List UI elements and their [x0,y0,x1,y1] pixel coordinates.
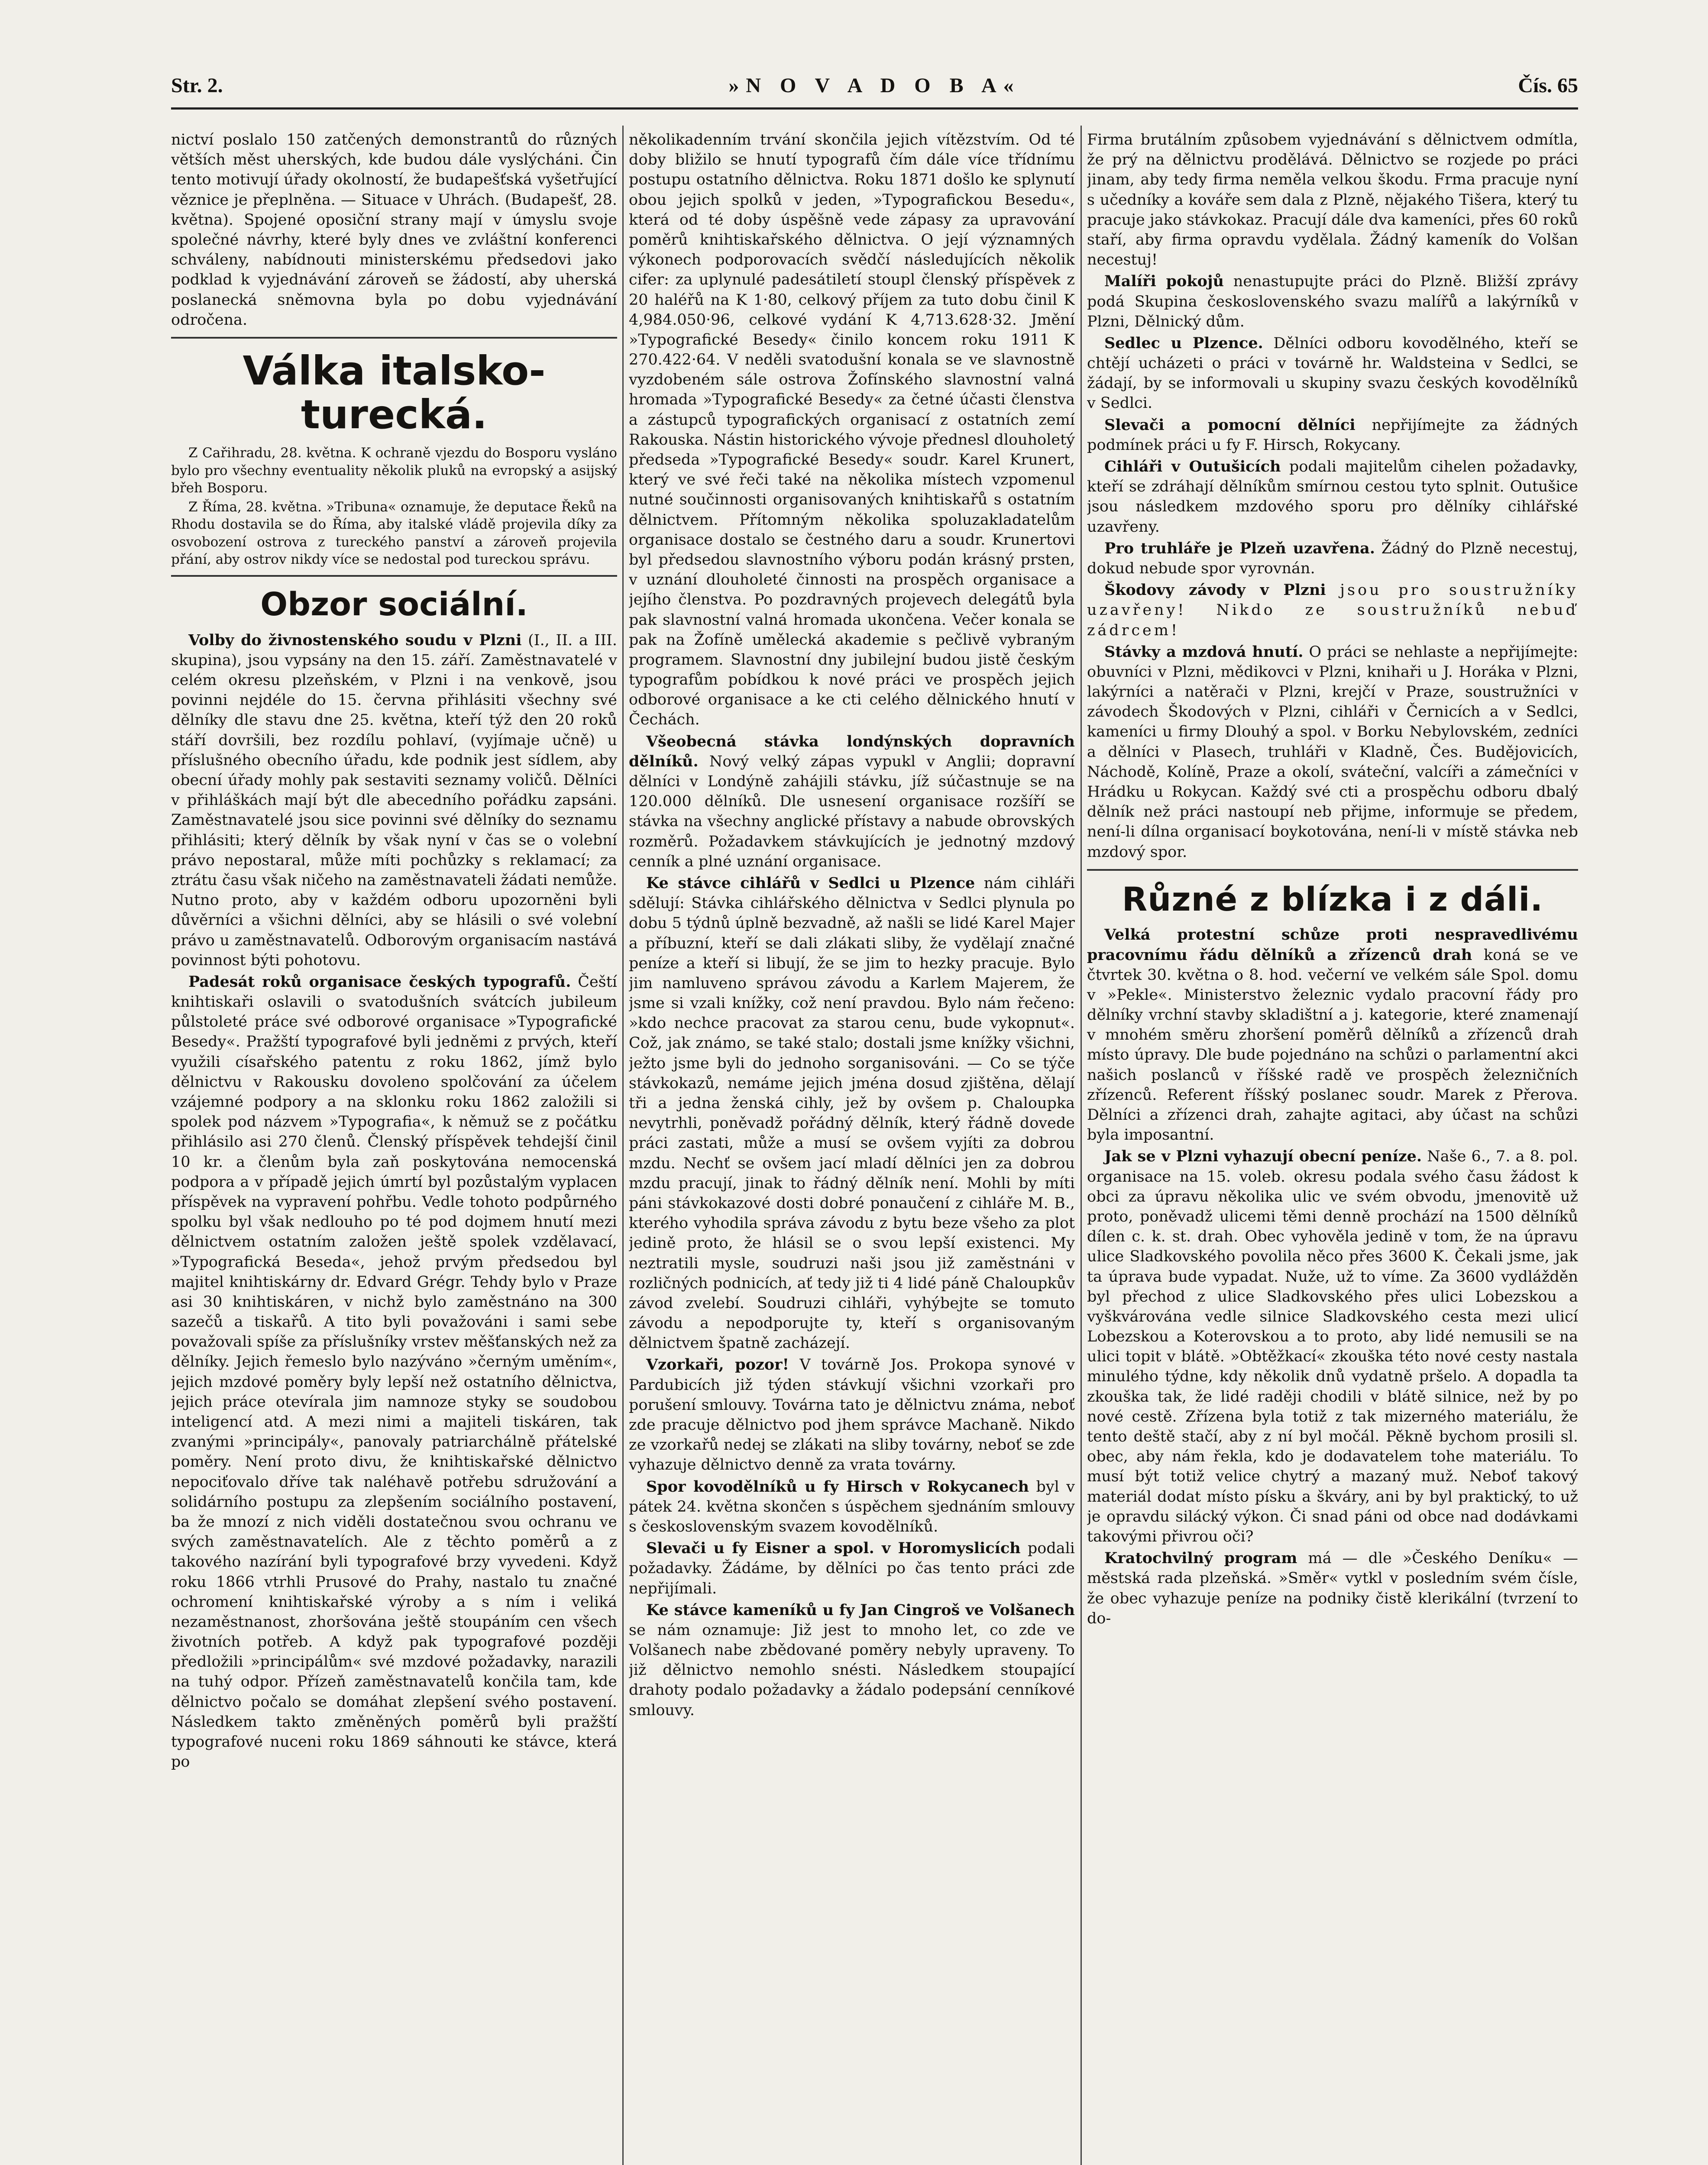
news-item: Z Cařihradu, 28. května. K ochraně vjezdu do Bosporu vysláno bylo pro všechny eventuality několik pluků na evropský a asijský břeh Bosporu. [171,445,617,496]
section-rule [1087,869,1578,871]
article-continuation: nictví poslalo 150 zatčených demonstrantů do různých větších měst uherských, kde budou dále vyslýcháni. Čin tento motivují úřady okolností, že budapešťská vyšetřující věznice je přeplněna. — Situace v Uhrách. (Budapešť, 28. května). Spojené oposiční strany mají v úmyslu svoje společné návrhy, které byly dnes ve zvláštní konferenci schváleny, nabídnouti ministerskému předsedovi jako podklad k vyjednávání zároveň se žádostí, aby uherská poslanecká sněmovna byla po dobu vyjednávání odročena. [171,131,617,329]
notice [1087,415,1578,455]
column-divider [1080,126,1082,2165]
section-rule [171,575,617,577]
notice-title: Sedlec u Plzence. [1104,334,1263,352]
article-body: koná se ve čtvrtek 30. května o 8. hod. večerní ve velkém sále Spol. domu v »Pekle«. Ministerstvo železnic vydalo pracovní řády pro dělníky vrchní stavby skladištní a j. kategorie, které znamenají v mnohém směru zhoršení poměrů dělníků a zřízenců drah místo úpravy. Dle bude pojednáno na schůzi o parlamentní akci našich poslanců v říšské radě ve prospěch železničních zřízenců. Referent říšský poslanec soudr. Marek z Přerova. Dělníci a zřízenci drah, zahajte agitaci, aby účast na schůzi byla imposantní. [1087,946,1578,1144]
article-title: Vzorkaři, pozor! [646,1356,789,1374]
article-title: Ke stávce cihlářů v Sedlci u Plzence [646,874,975,892]
page-header [171,65,1578,106]
article-body: podali požadavky. Žádáme, by dělníci po čas tento práci zde nepřijímali. [629,1540,1075,1597]
article [629,873,1075,1354]
article [1087,1548,1578,1629]
article-title: Kratochvilný program [1104,1549,1297,1567]
notice-title: Stávky a mzdová hnutí. [1104,643,1304,661]
article [171,972,617,1772]
notice [1087,642,1578,862]
notice-body: podali majitelům cihelen požadavky, kteří se zdráhají dělníkům smírnou cestou tyto splnit. Outušice jsou následkem mzdového sporu pro dělníky cihlářské uzavřeny. [1087,458,1578,536]
column-divider [622,126,624,2165]
article [629,1538,1075,1599]
article [629,1477,1075,1537]
article [1087,925,1578,1145]
header-rule [171,107,1578,110]
article-title: Všeobecná stávka londýnských dopravních dělníků. [629,732,1075,770]
section-heading-war: Válka italsko-turecká. [243,347,546,438]
notice-body: Žádný do Plzně necestuj, dokud nebude spor vyrovnán. [1087,540,1578,577]
notice-body: nepřijímejte za žádných podmínek práci u fy F. Hirsch, Rokycany. [1087,416,1578,454]
notice-body: Dělníci odboru kovodělného, kteří se chtějí ucházeti o práci v továrně hr. Waldsteina v Sedlci, se žádají, by se informovali u skupiny svazu českých kovodělníků v Sedlci. [1087,334,1578,412]
section-heading-social: Obzor sociální. [260,586,528,624]
section-rule [171,337,617,339]
article-title: Velká protestní schůze proti nespravedlivému pracovnímu řádu dělníků a zřízenců drah [1087,926,1578,964]
notice-title: Slevači a pomocní dělníci [1104,416,1355,434]
column-2 [629,130,1075,2165]
article-body: (I., II. a III. skupina), jsou vypsány na den 15. září. Zaměstnavatelé v celém okresu plzeňském, v Plzni i na venkově, jsou povinni nejdéle do 15. června přihlásiti všechny své dělníky dle stavu dne 25. května, kteří týž den 20 roků stáří dovršili, bez rozdílu pohlaví, (vyjímaje učně) u příslušného obecního úřadu, kde podnik jest sídlem, aby obecní úřady mohly pak sestaviti seznamy voličů. Dělníci v přihláškách mají být dle abecedního pořádku zapsáni. Zaměstnavatelé jsou sice povinni své dělníky do seznamu přihlásiti; který dělník by však nyní v čas se o volební právo nepostaral, může míti pochůzky s reklamací; za ztrátu času však ničeho na zaměstnavateli žádati nemůže. Nutno proto, aby v každém odboru upozorněni byli důvěrníci a všichni dělníci, aby se hlásili o své volební právo u zaměstnavatelů. Odborovým organisacím nastává povinnost býti pohotovu. [171,631,617,969]
article-title: Jak se v Plzni vyhazují obecní peníze. [1104,1147,1422,1166]
notice-body: O práci se nehlaste a nepřijímejte: obuvníci v Plzni, mědikovci v Plzni, knihaři u J. Horáka v Plzni, lakýrníci a natěrači v Plzni, krejčí v Praze, soustružníci v závodech Škodových v Plzni, cihláři v Černicích a v Sedlci, kameníci u firmy Dlouhý a spol. v Borku Nebylovském, zedníci a dělníci v Plasech, truhláři v Kladně, Čes. Budějovicích, Náchodě, Kolíně, Praze a okolí, sváteční, valcíři a zámečníci v Hrádku u Rokycan. Každý své cti a prospěchu odboru dbalý dělník než práci nastoupí neb přijme, informuje se předem, není-li dílna organisací boykotována, není-li v místě stávka neb mzdový spor. [1087,643,1578,861]
notice-title: Malíři pokojů [1104,272,1224,291]
article-body: byl v pátek 24. května skončen s úspěchem sjednáním smlouvy s československým svazem kovodělníků. [629,1478,1075,1535]
article-title: Ke stávce kameníků u fy Jan Cingroš ve Volšanech [646,1601,1075,1619]
notice-body: jsou pro soustružníky uzavřeny! Nikdo ze soustružníků nebuď zádrcem! [1087,582,1578,639]
column-1 [171,130,617,2165]
article-continuation: Firma brutálním způsobem vyjednávání s dělnictvem odmítla, že prý na dělnictvu prodělává. Dělnictvo se rozjede po práci jinam, aby tedy firma neměla velkou škodu. Frma pracuje nyní s učedníky a kováře sem dala z Plzně, nějakého Tišera, který tu pracuje jako stávkokaz. Pracují dále dva kameníci, přes 60 roků staří, aby firma opravdu vydělala. Žádný kameník do Volšan necestuj! [1087,131,1578,269]
issue-number: Čís. 65 [1518,74,1578,97]
column-3 [1087,130,1578,2165]
article [629,732,1075,872]
notice-body: nenastupujte práci do Plzně. Bližší zprávy podá Skupina československého svazu malířů a lakýrníků v Plzni, Dělnický dům. [1087,273,1578,330]
article-body: V továrně Jos. Prokopa synové v Pardubicích již týden stávkují všichni vzorkaři pro porušení smlouvy. Továrna tato je dělnictvu známa, neboť zde pracuje dělnictvo pod jhem správce Machaně. Nikdo ze vzorkařů nedej se zlákati na sliby továrny, neboť se zde vyhazuje dělnictvo denně za vrata továrny. [629,1356,1075,1474]
notice-title: Cihláři v Outušicích [1104,458,1281,475]
article [171,630,617,970]
news-item: Z Říma, 28. května. »Tribuna« oznamuje, že deputace Řeků na Rhodu dostavila se do Říma, aby italské vládě projevila díky za osvobození ostrova z tureckého panství a zároveň projevila přání, aby ostrov nikdy více se nedostal pod tureckou správu. [171,499,617,568]
article [1087,1147,1578,1547]
article-body: Čeští knihtiskaři oslavili o svatodušních svátcích jubileum půlstoleté práce své odborové organisace »Typografické Besedy«. Pražští typografové byli jedněmi z prvých, kteří využili císařského patentu z roku 1862, jímž bylo dělnictvu v Rakousku dovoleno spolčování za účelem vzájemné podpory a na sklonku roku 1862 založili si spolek pod názvem »Typografia«, k němuž se z počátku přihlásilo asi 270 členů. Členský příspěvek tehdejší činil 10 kr. a členům byla zaň poskytována nemocenská podpora a v případě jejich úmrtí byl pozůstalým vyplacen příspěvek na vypravení pohřbu. Vedle tohoto podpůrného spolku byl však nedlouho po té pod dojmem hnutí mezi dělnictvem ostatním založen ještě spolek vzdělavací, »Typografická Beseda«, jehož prvým předsedou byl majitel knihtiskárny dr. Edvard Grégr. Tehdy bylo v Praze asi 30 knihtiskáren, v nichž bylo zaměstnáno na 300 sazečů a tiskařů. A tito byli považováni i sami sebe považovali spíše za příslušníky vrstev měšťanských než za dělníky. Jejich řemeslo bylo nazýváno »černým uměním«, jejich mzdové poměry byly lepší než ostatního dělnictva, jejich práce otevírala jim namnoze styky se soudobou inteligencí atd. A mezi nimi a majiteli tiskáren, tak zvanými »principály«, panovaly patriarchálně přátelské poměry. Není proto divu, že knihtiskařské dělnictvo nepociťovalo dříve tak naléhavě potřebu sdružování a solidárního postupu za zlepšením sociálního postavení, ba že mnozí z nich viděli dostatečnou svou ochranu ve svých zaměstnavatelích. Ale z těchto poměrů a z takového nazírání byli typografové brzy vyvedeni. Když roku 1866 vtrhli Prusové do Prahy, nastalo tu značné ochromení knihtiskařské výroby a s ním i veliká nezaměstnanost, zhoršována ještě stoupáním cen všech životních potřeb. A když pak typografové později předložili »principálům« své mzdové požadavky, narazili na tuhý odpor. Přízeň zaměstnavatelů končila tam, kde dělnictvo počalo se domáhat zlepšení svého postavení. Následkem takto změněných poměrů byli pražští typografové nuceni roku 1869 sáhnouti ke stávce, která po [171,973,617,1771]
article-body: Naše 6., 7. a 8. pol. organisace na 15. voleb. okresu podala svého času žádost k obci za úpravu několika ulic ve svém obvodu, jmenovitě už proto, poněvadž ulicemi těmi denně prochází na 1500 dělníků dílen c. k. st. drah. Obec vyhověla jedině v tom, že na úpravu ulice Sladkovského povolila něco přes 3600 K. Čekali jsme, jak ta úprava bude vypadat. Nuže, už to víme. Za 3600 vydlážděn byl přechod z ulice Sladkovského přes ulici Lobezskou a vyškvárována vedle silnice Sladkovského cesta mezi ulicí Lobezskou a Koterovskou a to proto, aby lidé nemusili se na ulici topit v blátě. »Obtěžkací« zkouška této nové cesty nastala minulého týdne, kdy několik dnů vydatně pršelo. A dopadla ta zkouška tak, že lidé raději chodili v blátě silnice, než by po nové cestě. Zřízena byla totiž z tak mizerného materiálu, že tento deště stačí, aby z ní byl močál. Pěkně bychom prosili sl. obec, aby nám řekla, kdo je dodavatelem tohe materiálu. To musí být totiž velice chytrý a mazaný muž. Neboť takový materiál dodat místo písku a škváry, ani by byl praktický, to už je opravdu silácký výkon. Či snad páni od obce nad dodávkami takovými přivrou oči? [1087,1148,1578,1545]
notice-title: Pro truhláře je Plzeň uzavřena. [1104,539,1375,557]
notice [1087,271,1578,332]
notice [1087,333,1578,414]
page-number: Str. 2. [171,74,223,97]
article-title: Padesát roků organisace českých typografů. [188,973,571,991]
article-body: se nám oznamuje: Již jest to mnoho let, co zde ve Volšanech nabe zbědované poměry nebyly upraveny. To již dělnictvo nemohlo snésti. Následkem stoupající drahoty podalo požadavky a žádalo podepsání cenníkové smlouvy. [629,1621,1075,1719]
article-body: Nový velký zápas vypukl v Anglii; dopravní dělníci v Londýně zahájili stávku, jíž súčastnuje se na 120.000 dělníků. Dle usnesení organisace rozšíří se stávka na všechny anglické přístavy a nabude obrovských rozměrů. Požadavkem stávkujících je jednotný mzdový cenník a plné uznání organisace. [629,753,1075,870]
article-title: Slevači u fy Eisner a spol. v Horomyslicích [646,1539,1021,1558]
article-title: Volby do živnostenského soudu v Plzni [188,631,522,649]
article-continuation: několikadenním trvání skončila jejich vítězstvím. Od té doby bližilo se hnutí typografů čím dále více třídnímu postupu ostatního dělnictva. Roku 1871 došlo ke splynutí obou jejich spolků v jeden, »Typografickou Besedu«, která od té doby úspěšně vede zápasy za upravování poměrů knihtiskařského dělnictva. O její významných výkonech podporovacích svědčí následujících několik cifer: za uplynulé padesátiletí stoupl členský příspěvek z 20 haléřů na K 1·80, celkový příjem za tuto dobu činil K 4,984.050·96, celkové vydání K 4,713.628·32. Jmění »Typografické Besedy« činilo koncem roku 1911 K 270.422·64. V neděli svatodušní konala se ve slavnostně vyzdobeném sále ostrova Žofínského slavnostní valná hromada »Typografické Besedy« za četné účasti členstva a zástupců typografických organisací z ostatních zemí Rakouska. Nástin historického vývoje přednesl dlouholetý předseda »Typografické Besedy« soudr. Karel Krunert, který ve své řeči také na několika místech vzpomenul nutné součinnosti organisovaných knihtiskařů s ostatním dělnictvem. Přítomným několika spoluzakladatelům organisace dostalo se čestného daru a soudr. Krunertovi byl předsedou slavnostního výboru podán krásný prsten, v uznání dlouholeté činnosti na prospěch organisace a jejího členstva. Po pozdravných projevech delegátů byla pak slavnostní valná hromada ukončena. Večer konala se pak na Žofíně umělecká akademie s pečlivě vybraným programem. Slavnostní dny jubilejní budou jistě českým typografům pobídkou k nové práci ve prospěch jejich odborové organisace a ke cti celého dělnického hnutí v Čechách. [629,131,1075,729]
notice-title: Škodovy závody v Plzni [1104,581,1326,599]
article-body: nám cihláři sdělují: Stávka cihlářského dělnictva v Sedlci plynula po dobu 5 týdnů úplně bezvadně, až našli se lidé Karel Majer a příbuzní, kteří se dali zlákati sliby, že vydělají značné peníze a kteří si libují, že se jim to hezky pracuje. Bylo jim namluveno správou závodu a Karlem Majerem, že jsme si vzali knížky, což není pravdou. Bylo nám řečeno: »kdo nechce pracovat za starou cenu, bude vykopnut«. Což, jak známo, se také stalo; dostali jsme knížky všichni, ježto jsme byli do jednoho sorganisováni. — Co se týče stávkokazů, nemáme jejich jména dosud zjištěna, dělají tři a jedna ženská cihly, jež by ovšem p. Chaloupka nevytrhli, poněvadž pořádný dělník, který řádně dovede práci zastati, může a musí se ovšem vyjíti za dobrou mzdu. Nechť se ovšem jací mladí dělníci jen za dobrou mzdu pracují, jinak to řádný dělník není. Mohli by míti páni stávkokazové dosti dobré ponaučení z cihláře M. B., kterého vyhodila správa závodu z bytu beze všeho za plot jedině proto, že hlásil se o svou lepší existenci. My neztratili mysle, soudruzi naši jsou již zaměstnáni v rozličných podnicích, ať tedy již ti 4 lidé páně Chaloupkův závod zvelebí. Soudruzi cihláři, vyhýbejte se tomuto závodu a nepodporujte ty, kteří s organisovaným dělnictvem špatně zacházejí. [629,874,1075,1352]
section-heading-misc: Různé z blízka i z dáli. [1122,879,1543,918]
notice [1087,539,1578,578]
notice [1087,457,1578,537]
newspaper-title: »N O V A D O B A« [728,74,1021,97]
notice [1087,580,1578,640]
article-body: má — dle »Českého Deníku« — městská rada plzeňská. »Směr« vytkl v posledním svém čísle, že obec vyhazuje peníze na podniky čistě klerikální (tvrzení to do- [1087,1550,1578,1627]
article-title: Spor kovodělníků u fy Hirsch v Rokycanech [646,1477,1029,1496]
article [629,1355,1075,1475]
article [629,1600,1075,1720]
